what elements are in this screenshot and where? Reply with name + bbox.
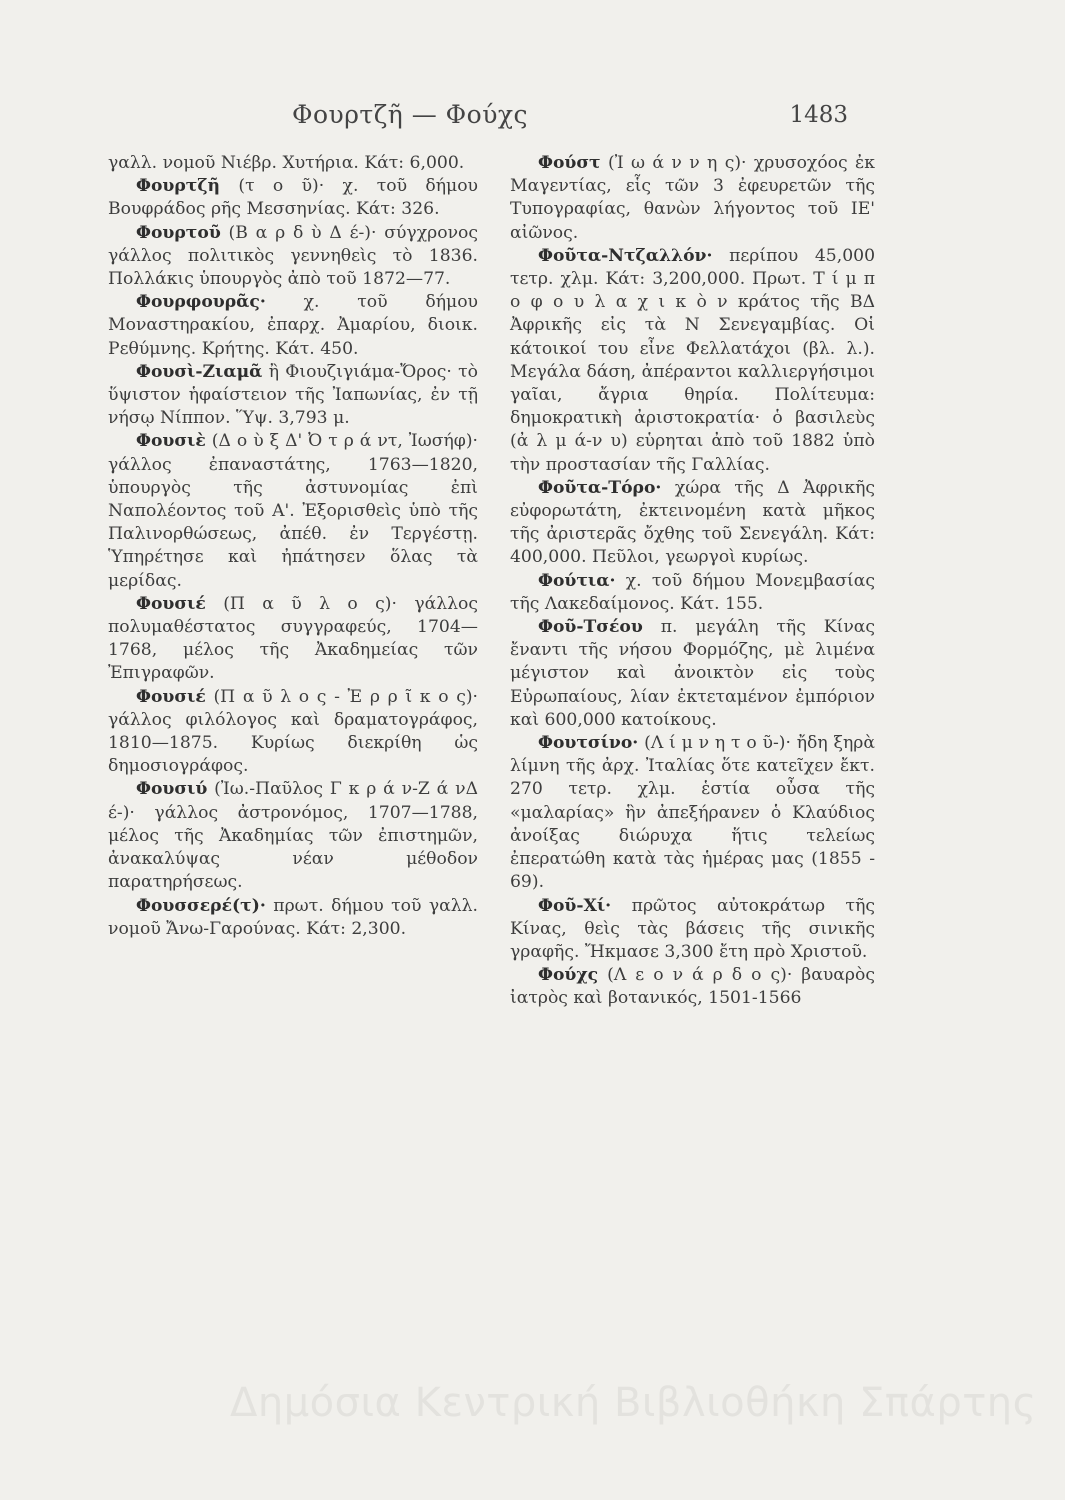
entry-headword: Φουρφουρᾶς· <box>136 292 266 313</box>
entry-text: (Λ ί μ ν η τ ο ῦ-)· ἤδη ξηρὰ λίμνη τῆς ἀρχ. Ἰταλίας ὅτε κατεῖχεν ἔκτ. 270 τετρ. χλμ. ἑστία οὖσα τῆς «μαλαρίας» ἣν ἀπεξήρανεν ὁ Κλαύδιος ἀνοίξας διώρυχα ἥτις τελείως ἐπερατώθη κατὰ τὰς ἡμέρας μας (1855 - 69). <box>510 733 875 893</box>
entry-headword: Φουτσίνο· <box>538 733 639 754</box>
dictionary-entry <box>108 152 478 175</box>
dictionary-entry <box>510 152 875 245</box>
entry-headword: Φοῦτα-Ντζαλλόν· <box>538 245 713 266</box>
dictionary-entry <box>510 245 875 477</box>
dictionary-entry <box>510 964 875 1010</box>
entry-headword: Φουσὶ-Ζιαμᾶ <box>136 361 263 382</box>
entry-text: (Π α ῦ λ ο ς - Ἐ ρ ρ ῖ κ ο ς)· γάλλος φιλόλογος καὶ δραματογράφος, 1810—1875. Κυρίως διεκρίθη ὡς δημοσιογράφος. <box>108 686 478 777</box>
library-watermark: Δημόσια Κεντρική Βιβλιοθήκη Σπάρτης <box>230 1380 1037 1426</box>
entry-headword: Φούχς <box>538 965 599 986</box>
entry-headword: Φουσσερέ(τ)· <box>136 895 266 916</box>
entry-headword: Φουρτοῦ <box>136 222 221 243</box>
dictionary-entry <box>510 895 875 965</box>
entry-text: (Π α ῦ λ ο ς)· γάλλος πολυμαθέστατος συγγραφεύς, 1704—1768, μέλος τῆς Ἀκαδημείας τῶν Ἐπιγραφῶν. <box>108 593 478 684</box>
entry-text: ἢ Φιουζιγιάμα-Ὄρος· τὸ ὕψιστον ἡφαίστειον τῆς Ἰαπωνίας, ἐν τῇ νήσῳ Νίππον. Ὕψ. 3,793 μ. <box>108 361 478 429</box>
page-header <box>0 100 1065 140</box>
entry-headword: Φουρτζῆ <box>136 176 221 197</box>
entry-headword: Φοῦτα-Τόρο· <box>538 477 662 498</box>
entry-text: (Δ ο ὺ ξ Δ' Ὀ τ ρ ά ντ, Ἰωσήφ)· γάλλος ἐπαναστάτης, 1763—1820, ὑπουργὸς τῆς ἀστυνομίας ἐπὶ Ναπολέοντος τοῦ Α'. Ἐξορισθεὶς ὑπὸ τῆς Παλινορθώσεως, ἀπέθ. ἐν Τεργέστῃ. Ὑπηρέτησε καὶ ἠπάτησεν ὅλας τὰ μερίδας. <box>108 431 478 591</box>
dictionary-entry <box>108 778 478 894</box>
entry-headword: Φούτια· <box>538 570 616 591</box>
entry-text: γαλλ. νομοῦ Νιέβρ. Χυτήρια. Κάτ: 6,000. <box>108 153 465 173</box>
entry-text: πρῶτος αὐτοκράτωρ τῆς Κίνας, θεὶς τὰς βάσεις τῆς σινικῆς γραφῆς. Ἤκμασε 3,300 ἔτη πρὸ Χριστοῦ. <box>510 895 875 962</box>
dictionary-entry <box>108 175 478 221</box>
entry-text: χ. τοῦ δήμου Μονεμβασίας τῆς Λακεδαίμονος. Κάτ. 155. <box>510 570 875 614</box>
dictionary-entry <box>108 686 478 779</box>
dictionary-entry <box>108 895 478 941</box>
entry-text: (Λ ε ο ν ά ρ δ ο ς)· βαυαρὸς ἰατρὸς καὶ βοτανικός, 1501-1566 <box>510 965 875 1009</box>
dictionary-entry <box>510 477 875 570</box>
entry-text: χ. τοῦ δήμου Μοναστηρακίου, ἐπαρχ. Ἀμαρίου, διοικ. Ρεθύμνης. Κρήτης. Κάτ. 450. <box>108 292 478 359</box>
entry-headword: Φουσιέ <box>136 593 206 614</box>
entry-text: (τ ο ῦ)· χ. τοῦ δήμου Βουφράδος ρῆς Μεσσηνίας. Κάτ: 326. <box>108 176 478 220</box>
entry-headword: Φουσιέ <box>136 686 206 707</box>
entry-text: π. μεγάλη τῆς Κίνας ἔναντι τῆς νήσου Φορμόζης, μὲ λιμένα μέγιστον καὶ ἀνοικτὸν εἰς τοὺς Εὐρωπαίους, λίαν ἐκτεταμένον ἐμπόριον καὶ 600,000 κατοίκους. <box>510 617 875 730</box>
entry-headword: Φούστ <box>538 153 601 173</box>
dictionary-entry <box>108 222 478 292</box>
dictionary-entry <box>108 361 478 431</box>
entry-headword: Φουσιὲ <box>136 431 206 452</box>
entry-headword: Φοῦ-Τσέου <box>538 617 643 638</box>
entry-headword: Φοῦ-Χί· <box>538 895 612 916</box>
entry-headword: Φουσιύ <box>136 779 208 800</box>
dictionary-entry <box>510 732 875 894</box>
left-column <box>108 152 478 941</box>
running-title: Φουρτζῆ — Φούχς <box>291 100 529 129</box>
dictionary-entry <box>510 616 875 732</box>
dictionary-entry <box>108 593 478 686</box>
entry-text: περίπου 45,000 τετρ. χλμ. Κάτ: 3,200,000. Πρωτ. Τ ί μ π ο φ ο υ λ α χ ι κ ὸ ν κράτος τῆς ΒΔ Ἀφρικῆς εἰς τὰ Ν Σενεγαμβίας. Οἱ κάτοικοί του εἶνε Φελλατάχοι (βλ. λ.). Μεγάλα δάση, ἀπέραντοι καλλιεργήσιμοι γαῖαι, ἄγρια θηρία. Πολίτευμα: δημοκρατικὴ ἀριστοκρατία· ὁ βασιλεὺς (ἀ λ μ ά-ν υ) εὑρηται ἀπὸ τοῦ 1882 ὑπὸ τὴν προστασίαν τῆς Γαλλίας. <box>510 245 875 475</box>
page-number: 1483 <box>789 102 848 128</box>
dictionary-entry <box>108 291 478 361</box>
entry-text: πρωτ. δήμου τοῦ γαλλ. νομοῦ Ἄνω-Γαρούνας. Κάτ: 2,300. <box>108 895 478 939</box>
right-column <box>510 152 875 1011</box>
dictionary-entry <box>108 430 478 592</box>
entry-text: (Ἰω.-Παῦλος Γ κ ρ ά ν-Ζ ά νΔ έ-)· γάλλος ἀστρονόμος, 1707—1788, μέλος τῆς Ἀκαδημίας τῶν ἐπιστημῶν, ἀνακαλύψας νέαν μέθοδον παρατηρήσεως. <box>108 779 478 893</box>
dictionary-entry <box>510 570 875 616</box>
entry-text: (Ἰ ω ά ν ν η ς)· χρυσοχόος ἐκ Μαγεντίας, εἷς τῶν 3 ἐφευρετῶν τῆς Τυπογραφίας, θανὼν λήγοντος τοῦ ΙΕ' αἰῶνος. <box>510 153 875 243</box>
entry-text: (Β α ρ δ ὺ Δ έ-)· σύγχρονος γάλλος πολιτικὸς γεννηθεὶς τὸ 1836. Πολλάκις ὑπουργὸς ἀπὸ τοῦ 1872—77. <box>108 222 478 290</box>
entry-text: χώρα τῆς Δ Ἀφρικῆς εὐφορωτάτη, ἐκτεινομένη κατὰ μῆκος τῆς ἀριστερᾶς ὄχθης τοῦ Σενεγάλη. Κάτ: 400,000. Πεῦλοι, γεωργοὶ κυρίως. <box>510 477 875 568</box>
